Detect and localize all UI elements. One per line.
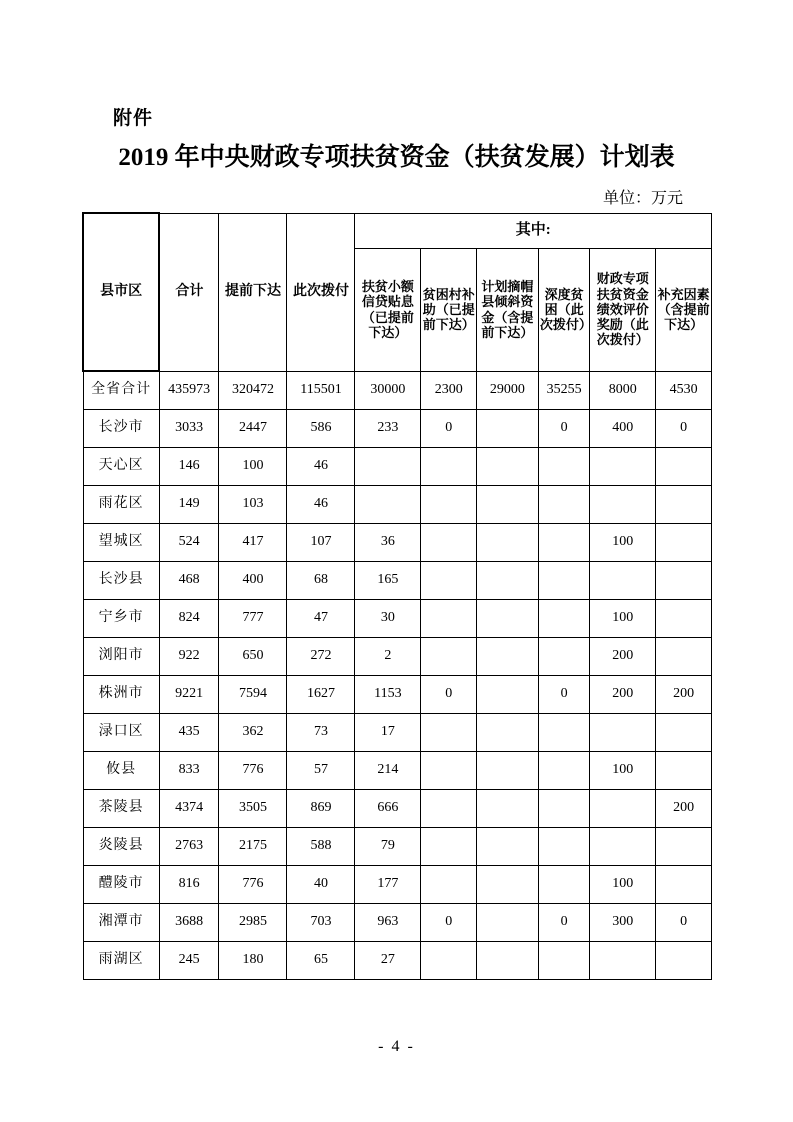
value-cell [421,713,477,751]
value-cell: 115501 [287,371,355,409]
value-cell: 816 [159,865,219,903]
value-cell: 362 [219,713,287,751]
value-cell: 588 [287,827,355,865]
value-cell: 9221 [159,675,219,713]
value-cell [538,789,590,827]
value-cell [477,485,539,523]
value-cell [656,941,712,979]
value-cell [477,637,539,675]
value-cell: 2175 [219,827,287,865]
value-cell: 2447 [219,409,287,447]
value-cell: 0 [656,903,712,941]
plan-table-container [82,212,712,980]
fund-plan-table [82,212,712,980]
value-cell: 2 [355,637,421,675]
value-cell [538,751,590,789]
column-header-performance-award: 财政专项扶贫资金绩效评价奖励（此次拨付） [590,248,656,371]
value-cell [590,789,656,827]
value-cell: 0 [538,903,590,941]
value-cell: 17 [355,713,421,751]
value-cell: 200 [656,789,712,827]
value-cell: 65 [287,941,355,979]
region-name-cell: 炎陵县 [83,827,159,865]
column-header-advance: 提前下达 [219,213,287,371]
region-name-cell: 宁乡市 [83,599,159,637]
table-row [83,371,712,409]
region-name-cell: 株洲市 [83,675,159,713]
value-cell: 200 [590,675,656,713]
value-cell: 0 [538,675,590,713]
value-cell: 3505 [219,789,287,827]
value-cell: 100 [590,599,656,637]
value-cell: 0 [538,409,590,447]
value-cell [477,599,539,637]
value-cell [656,561,712,599]
table-row [83,865,712,903]
value-cell: 214 [355,751,421,789]
value-cell: 1627 [287,675,355,713]
table-row [83,713,712,751]
value-cell [477,941,539,979]
value-cell: 524 [159,523,219,561]
value-cell [656,751,712,789]
value-cell: 46 [287,485,355,523]
region-name-cell: 雨花区 [83,485,159,523]
value-cell [538,827,590,865]
value-cell: 650 [219,637,287,675]
value-cell [477,675,539,713]
value-cell [477,865,539,903]
table-row [83,637,712,675]
value-cell: 107 [287,523,355,561]
value-cell: 200 [656,675,712,713]
value-cell [477,903,539,941]
column-header-group-among: 其中: [355,213,712,248]
value-cell: 165 [355,561,421,599]
value-cell: 400 [590,409,656,447]
value-cell: 2300 [421,371,477,409]
value-cell [656,485,712,523]
value-cell [590,713,656,751]
column-header-total: 合计 [159,213,219,371]
value-cell [656,523,712,561]
region-name-cell: 浏阳市 [83,637,159,675]
value-cell: 2985 [219,903,287,941]
column-header-current: 此次拨付 [287,213,355,371]
value-cell [421,599,477,637]
value-cell [421,447,477,485]
table-body [83,371,712,979]
value-cell [421,561,477,599]
region-name-cell: 长沙县 [83,561,159,599]
value-cell: 922 [159,637,219,675]
value-cell [538,523,590,561]
value-cell: 103 [219,485,287,523]
value-cell: 149 [159,485,219,523]
value-cell: 0 [421,903,477,941]
value-cell [477,751,539,789]
column-header-poor-village-subsidy: 贫困村补助（已提前下达） [421,248,477,371]
value-cell: 100 [590,751,656,789]
region-name-cell: 醴陵市 [83,865,159,903]
value-cell [477,827,539,865]
table-row [83,485,712,523]
column-header-supplementary: 补充因素（含提前下达） [656,248,712,371]
value-cell: 776 [219,751,287,789]
table-row [83,903,712,941]
value-cell [477,561,539,599]
value-cell [477,713,539,751]
value-cell: 4530 [656,371,712,409]
value-cell [355,485,421,523]
value-cell [538,713,590,751]
value-cell: 963 [355,903,421,941]
value-cell [355,447,421,485]
value-cell [538,485,590,523]
value-cell [590,561,656,599]
table-row [83,561,712,599]
table-header-group-row [83,213,712,248]
value-cell: 100 [590,865,656,903]
value-cell: 8000 [590,371,656,409]
value-cell: 468 [159,561,219,599]
value-cell: 180 [219,941,287,979]
value-cell [538,447,590,485]
value-cell [656,827,712,865]
page-title: 2019 年中央财政专项扶贫资金（扶贫发展）计划表 [118,144,675,171]
value-cell: 400 [219,561,287,599]
value-cell [421,789,477,827]
value-cell [421,485,477,523]
table-row [83,827,712,865]
value-cell: 36 [355,523,421,561]
column-header-region: 县市区 [83,213,159,371]
value-cell: 3033 [159,409,219,447]
value-cell [590,485,656,523]
table-header [83,213,712,371]
value-cell: 7594 [219,675,287,713]
value-cell: 824 [159,599,219,637]
value-cell: 435 [159,713,219,751]
table-row [83,675,712,713]
value-cell [421,865,477,903]
value-cell [656,637,712,675]
value-cell: 35255 [538,371,590,409]
value-cell: 776 [219,865,287,903]
table-row [83,523,712,561]
value-cell: 0 [656,409,712,447]
value-cell: 435973 [159,371,219,409]
value-cell [421,523,477,561]
value-cell: 245 [159,941,219,979]
region-name-cell: 雨湖区 [83,941,159,979]
value-cell: 666 [355,789,421,827]
value-cell [421,827,477,865]
value-cell: 29000 [477,371,539,409]
column-header-microcredit-subsidy: 扶贫小额信贷贴息（已提前下达） [355,248,421,371]
value-cell [477,447,539,485]
value-cell: 79 [355,827,421,865]
column-header-deep-poverty: 深度贫困（此次拨付） [538,248,590,371]
value-cell: 73 [287,713,355,751]
value-cell [538,561,590,599]
value-cell: 68 [287,561,355,599]
table-row [83,447,712,485]
region-name-cell: 天心区 [83,447,159,485]
value-cell: 30 [355,599,421,637]
region-name-cell: 全省合计 [83,371,159,409]
value-cell: 46 [287,447,355,485]
value-cell [656,447,712,485]
value-cell: 40 [287,865,355,903]
value-cell [477,789,539,827]
value-cell [590,447,656,485]
table-row [83,409,712,447]
region-name-cell: 茶陵县 [83,789,159,827]
value-cell [421,941,477,979]
table-row [83,941,712,979]
value-cell [590,827,656,865]
value-cell: 30000 [355,371,421,409]
region-name-cell: 湘潭市 [83,903,159,941]
value-cell [656,599,712,637]
value-cell [656,865,712,903]
value-cell [538,637,590,675]
region-name-cell: 攸县 [83,751,159,789]
value-cell [477,409,539,447]
column-header-cap-removal-fund: 计划摘帽县倾斜资金（含提前下达） [477,248,539,371]
value-cell: 272 [287,637,355,675]
table-row [83,751,712,789]
table-row [83,599,712,637]
value-cell: 869 [287,789,355,827]
value-cell: 233 [355,409,421,447]
value-cell: 100 [590,523,656,561]
value-cell: 57 [287,751,355,789]
value-cell: 4374 [159,789,219,827]
value-cell [421,751,477,789]
value-cell: 833 [159,751,219,789]
value-cell: 0 [421,409,477,447]
value-cell: 100 [219,447,287,485]
value-cell [538,865,590,903]
value-cell: 1153 [355,675,421,713]
value-cell [656,713,712,751]
value-cell [538,599,590,637]
value-cell: 47 [287,599,355,637]
region-name-cell: 长沙市 [83,409,159,447]
value-cell: 586 [287,409,355,447]
value-cell: 177 [355,865,421,903]
value-cell: 320472 [219,371,287,409]
page-number: - 4 - [378,1038,415,1055]
table-row [83,789,712,827]
value-cell: 417 [219,523,287,561]
value-cell: 2763 [159,827,219,865]
value-cell: 703 [287,903,355,941]
value-cell [590,941,656,979]
value-cell: 27 [355,941,421,979]
value-cell [538,941,590,979]
region-name-cell: 渌口区 [83,713,159,751]
attachment-label: 附件 [113,108,154,129]
value-cell: 0 [421,675,477,713]
unit-note: 单位：万元 [602,190,683,207]
value-cell: 777 [219,599,287,637]
value-cell: 300 [590,903,656,941]
value-cell: 200 [590,637,656,675]
region-name-cell: 望城区 [83,523,159,561]
value-cell: 146 [159,447,219,485]
value-cell [421,637,477,675]
value-cell [477,523,539,561]
value-cell: 3688 [159,903,219,941]
